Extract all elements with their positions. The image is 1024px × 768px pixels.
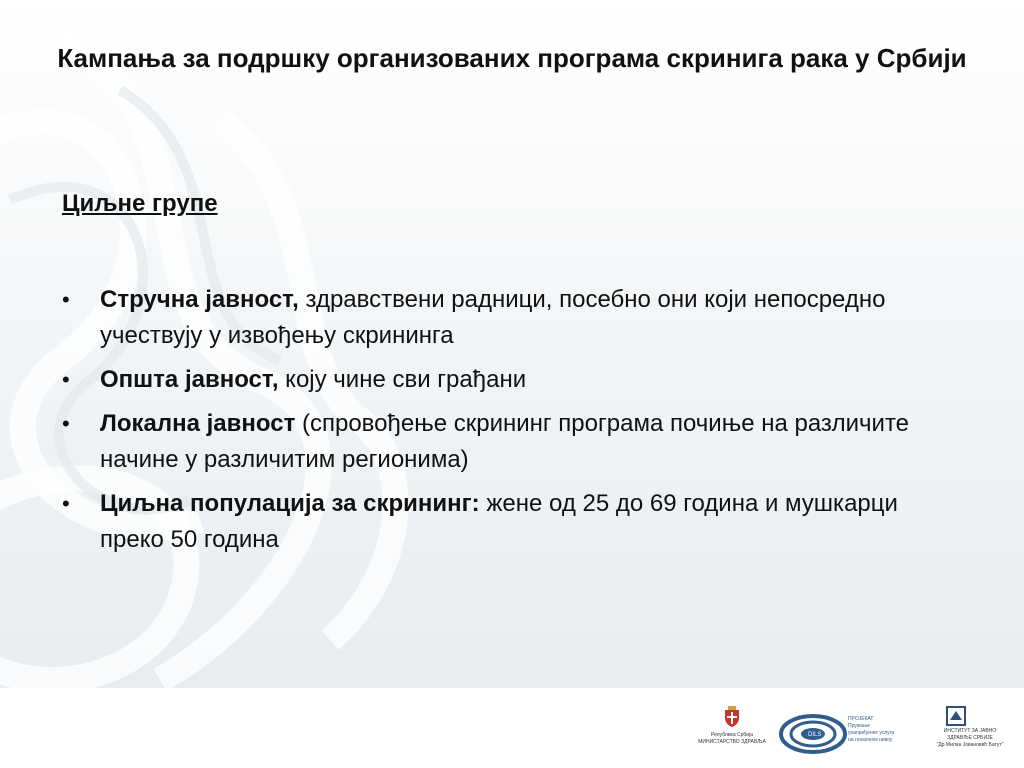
item-text: здравствени радници, посебно они који непосредно учествују у извођењу скрининга — [100, 286, 886, 349]
dils-mark: DILS — [808, 732, 822, 738]
list-item — [62, 406, 962, 478]
dils-logo-icon — [778, 712, 848, 756]
item-text: коју чине сви грађани — [278, 366, 527, 393]
list-item — [62, 362, 962, 398]
institute-line2: "Др Милан Јовановић Батут" — [936, 742, 1004, 748]
dils-line4: на локалном нивоу — [848, 737, 893, 743]
item-label: Локална јавност — [100, 410, 296, 437]
institute-emblem-icon — [946, 706, 966, 726]
slide-title: Кампања за подршку организованих програма скринига рака у Србији — [57, 43, 967, 73]
item-label: Општа јавност, — [100, 366, 279, 393]
bullet-icon: • — [62, 287, 70, 312]
item-text: жене од 25 до 69 година и мушкарци преко 50 година — [100, 490, 898, 553]
dils-line3: унапређених услуга — [848, 730, 895, 736]
target-groups-list — [62, 282, 962, 566]
ministry-line2: МИНИСТАРСТВО ЗДРАВЉА — [698, 739, 766, 745]
bullet-icon: • — [62, 411, 70, 436]
dils-line2: Пружање — [848, 723, 870, 729]
dils-line1: ПРОЈЕКАТ — [848, 716, 874, 722]
bullet-icon: • — [62, 367, 70, 392]
serbian-coat-of-arms-icon — [722, 706, 742, 728]
dils-logo — [778, 712, 932, 756]
institute-logo — [934, 706, 1006, 750]
item-label: Циљна популација за скрининг: — [100, 490, 480, 517]
ministry-line1: Република Србија — [711, 732, 753, 738]
list-item — [62, 282, 962, 354]
bullet-icon: • — [62, 491, 70, 516]
section-heading: Циљне групе — [62, 190, 218, 217]
ministry-logo — [696, 706, 768, 758]
institute-line1: ИНСТИТУТ ЗА ЈАВНО ЗДРАВЉЕ СРБИЈЕ — [943, 728, 997, 741]
list-item — [62, 486, 962, 558]
item-label: Стручна јавност, — [100, 286, 299, 313]
item-text: (спровођење скрининг програма почиње на различите начине у различитим регионима) — [100, 410, 910, 473]
